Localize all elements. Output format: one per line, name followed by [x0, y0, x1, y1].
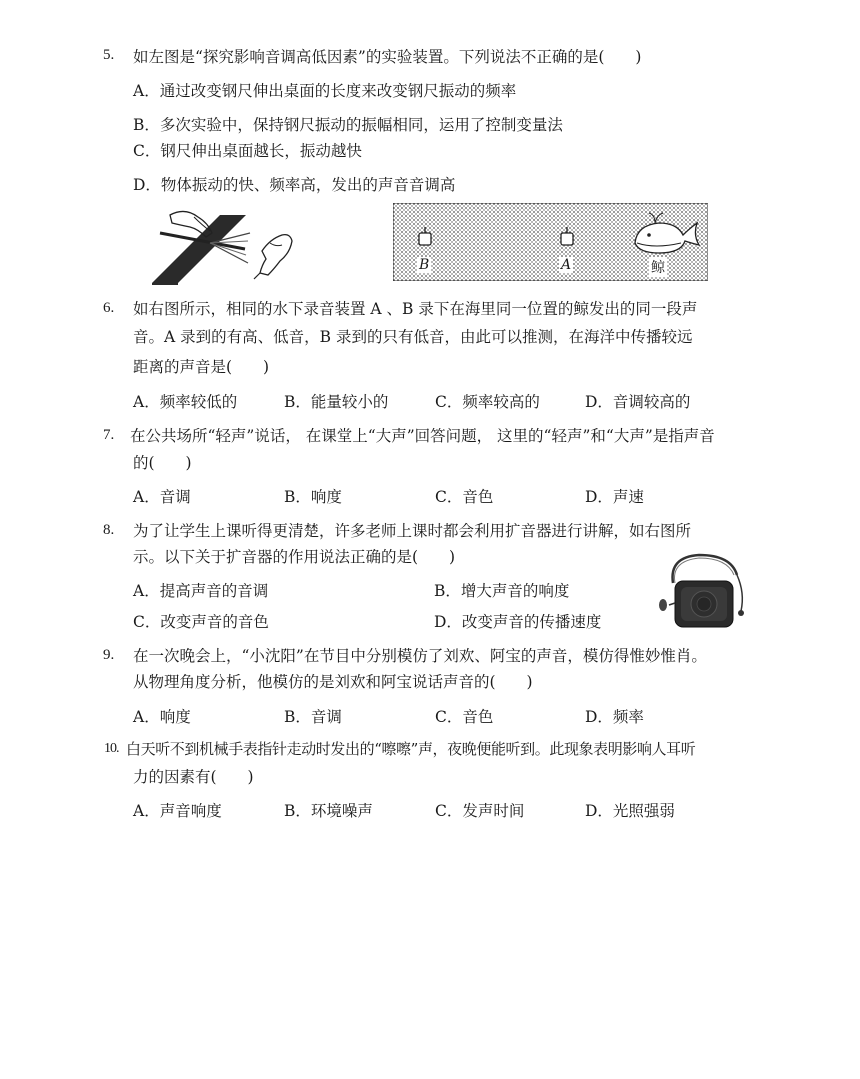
q6-stem-line-3: 距离的声音是( ) [133, 358, 270, 376]
q5-option-a: A．通过改变钢尺伸出桌面的长度来改变钢尺振动的频率 [133, 82, 517, 100]
q10-option-d: D．光照强弱 [585, 802, 675, 820]
q5-option-c: C．钢尺伸出桌面越长，振动越快 [133, 142, 362, 160]
q8-option-d: D．改变声音的传播速度 [434, 613, 602, 631]
ruler-experiment-figure [150, 203, 295, 285]
q9-option-a: A．响度 [133, 708, 191, 726]
q5-number: 5. [103, 47, 115, 63]
q9-option-c: C．音色 [435, 708, 494, 726]
q5-option-d: D．物体振动的快、频率高，发出的声音音调高 [133, 176, 456, 194]
label-recorder-a: A [561, 257, 572, 273]
q10-option-a: A．声音响度 [133, 802, 222, 820]
q8-stem-line-1: 为了让学生上课听得更清楚，许多老师上课时都会利用扩音器进行讲解，如右图所 [133, 522, 692, 540]
q6-number: 6. [103, 300, 115, 316]
q5-option-b: B．多次实验中，保持钢尺振动的振幅相同，运用了控制变量法 [133, 116, 563, 134]
q7-stem-line-1: 在公共场所“轻声”说话， 在课堂上“大声”回答问题， 这里的“轻声”和“大声”是指声音 [130, 427, 715, 445]
q9-stem-line-2: 从物理角度分析，他模仿的是刘欢和阿宝说话声音的( ) [133, 673, 533, 691]
q7-stem-line-2: 的( ) [133, 454, 192, 472]
q10-stem-line-2: 力的因素有( ) [133, 768, 254, 786]
q6-stem-line-2: 音。A 录到的有高、低音，B 录到的只有低音，由此可以推测，在海洋中传播较远 [133, 328, 693, 346]
q5-stem: 如左图是“探究影响音调高低因素”的实验装置。下列说法不正确的是( ) [133, 48, 642, 66]
q6-option-d: D．音调较高的 [585, 393, 691, 411]
q6-option-c: C．频率较高的 [435, 393, 540, 411]
q7-option-c: C．音色 [435, 488, 494, 506]
q10-number: 10. [104, 741, 119, 756]
q10-option-c: C．发声时间 [435, 802, 525, 820]
q9-stem-line-1: 在一次晚会上，“小沈阳”在节目中分别模仿了刘欢、阿宝的声音，模仿得惟妙惟肖。 [133, 647, 707, 665]
q8-option-a: A．提高声音的音调 [133, 582, 269, 600]
q9-number: 9. [103, 647, 115, 663]
q7-option-a: A．音调 [133, 488, 191, 506]
q9-option-d: D．频率 [585, 708, 644, 726]
label-whale: 鲸 [649, 257, 667, 277]
q10-stem-line-1: 白天听不到机械手表指针走动时发出的“嚓嚓”声，夜晚便能听到。此现象表明影响人耳听 [126, 740, 696, 758]
label-recorder-b: B [419, 257, 430, 273]
whale-recording-figure [393, 203, 708, 281]
q8-number: 8. [103, 522, 115, 538]
q8-option-b: B．增大声音的响度 [434, 582, 570, 600]
q9-option-b: B．音调 [284, 708, 342, 726]
q8-stem-line-2: 示。以下关于扩音器的作用说法正确的是( ) [133, 548, 456, 566]
q10-option-b: B．环境噪声 [284, 802, 373, 820]
q6-option-a: A．频率较低的 [133, 393, 238, 411]
q6-option-b: B．能量较小的 [284, 393, 389, 411]
q8-option-c: C．改变声音的音色 [133, 613, 269, 631]
q6-stem-line-1: 如右图所示，相同的水下录音装置 A 、B 录下在海里同一位置的鲸发出的同一段声 [133, 300, 698, 318]
q7-option-d: D．声速 [585, 488, 644, 506]
q7-number: 7. [103, 427, 115, 443]
amplifier-figure [655, 553, 755, 631]
q7-option-b: B．响度 [284, 488, 342, 506]
